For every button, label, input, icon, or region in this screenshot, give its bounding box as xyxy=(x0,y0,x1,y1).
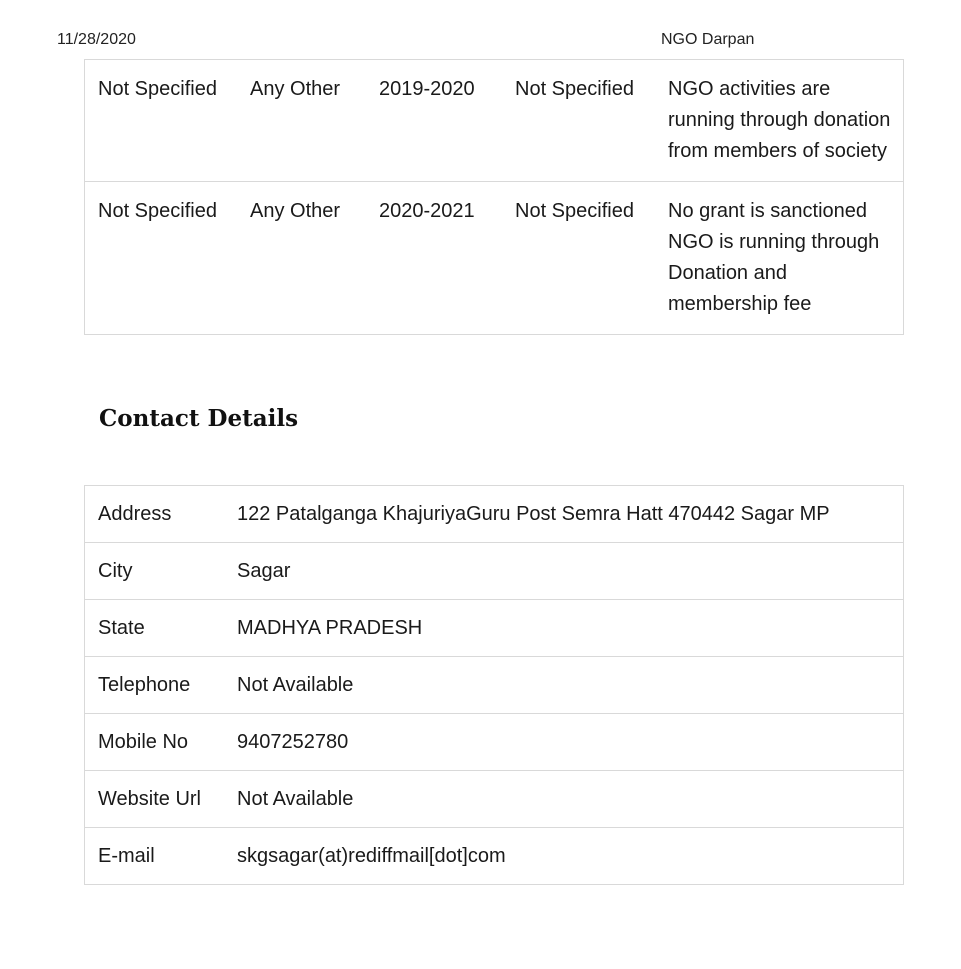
contact-label: Mobile No xyxy=(98,731,189,753)
table-row xyxy=(85,828,904,885)
table-row xyxy=(85,182,904,335)
grant-details-table xyxy=(84,59,904,335)
contact-value: 9407252780 xyxy=(237,731,349,753)
table-cell: Not Specified xyxy=(98,78,217,100)
contact-label: City xyxy=(98,560,133,582)
table-row xyxy=(85,771,904,828)
contact-details-table xyxy=(84,485,904,885)
table-row xyxy=(85,714,904,771)
table-row xyxy=(85,657,904,714)
table-cell: 2020-2021 xyxy=(379,200,475,222)
contact-label: State xyxy=(98,617,145,639)
print-date: 11/28/2020 xyxy=(57,31,136,48)
table-row xyxy=(85,600,904,657)
table-cell: Not Specified xyxy=(515,200,634,222)
contact-label: Website Url xyxy=(98,788,201,810)
contact-value: skgsagar(at)rediffmail[dot]com xyxy=(237,845,506,867)
section-title-contact-details: Contact Details xyxy=(99,405,299,432)
contact-value: Sagar xyxy=(237,560,291,582)
contact-value: MADHYA PRADESH xyxy=(237,617,423,639)
table-cell: 2019-2020 xyxy=(379,78,475,100)
table-cell: Not Specified xyxy=(98,200,217,222)
table-cell: Not Specified xyxy=(515,78,634,100)
contact-label: Address xyxy=(98,503,172,525)
contact-label: Telephone xyxy=(98,674,191,696)
contact-value: Not Available xyxy=(237,674,354,696)
table-row xyxy=(85,486,904,543)
print-page-title: NGO Darpan xyxy=(661,31,755,48)
table-row xyxy=(85,543,904,600)
table-row xyxy=(85,60,904,182)
contact-value: 122 Patalganga KhajuriyaGuru Post Semra Hatt 470442 Sagar MP xyxy=(237,503,830,525)
contact-value: Not Available xyxy=(237,788,354,810)
table-cell: NGO activities are running through donation from members of society xyxy=(668,78,891,162)
table-cell: No grant is sanctioned NGO is running through Donation and membership fee xyxy=(668,200,880,315)
table-cell: Any Other xyxy=(250,200,341,222)
contact-label: E-mail xyxy=(98,845,155,867)
table-cell: Any Other xyxy=(250,78,341,100)
